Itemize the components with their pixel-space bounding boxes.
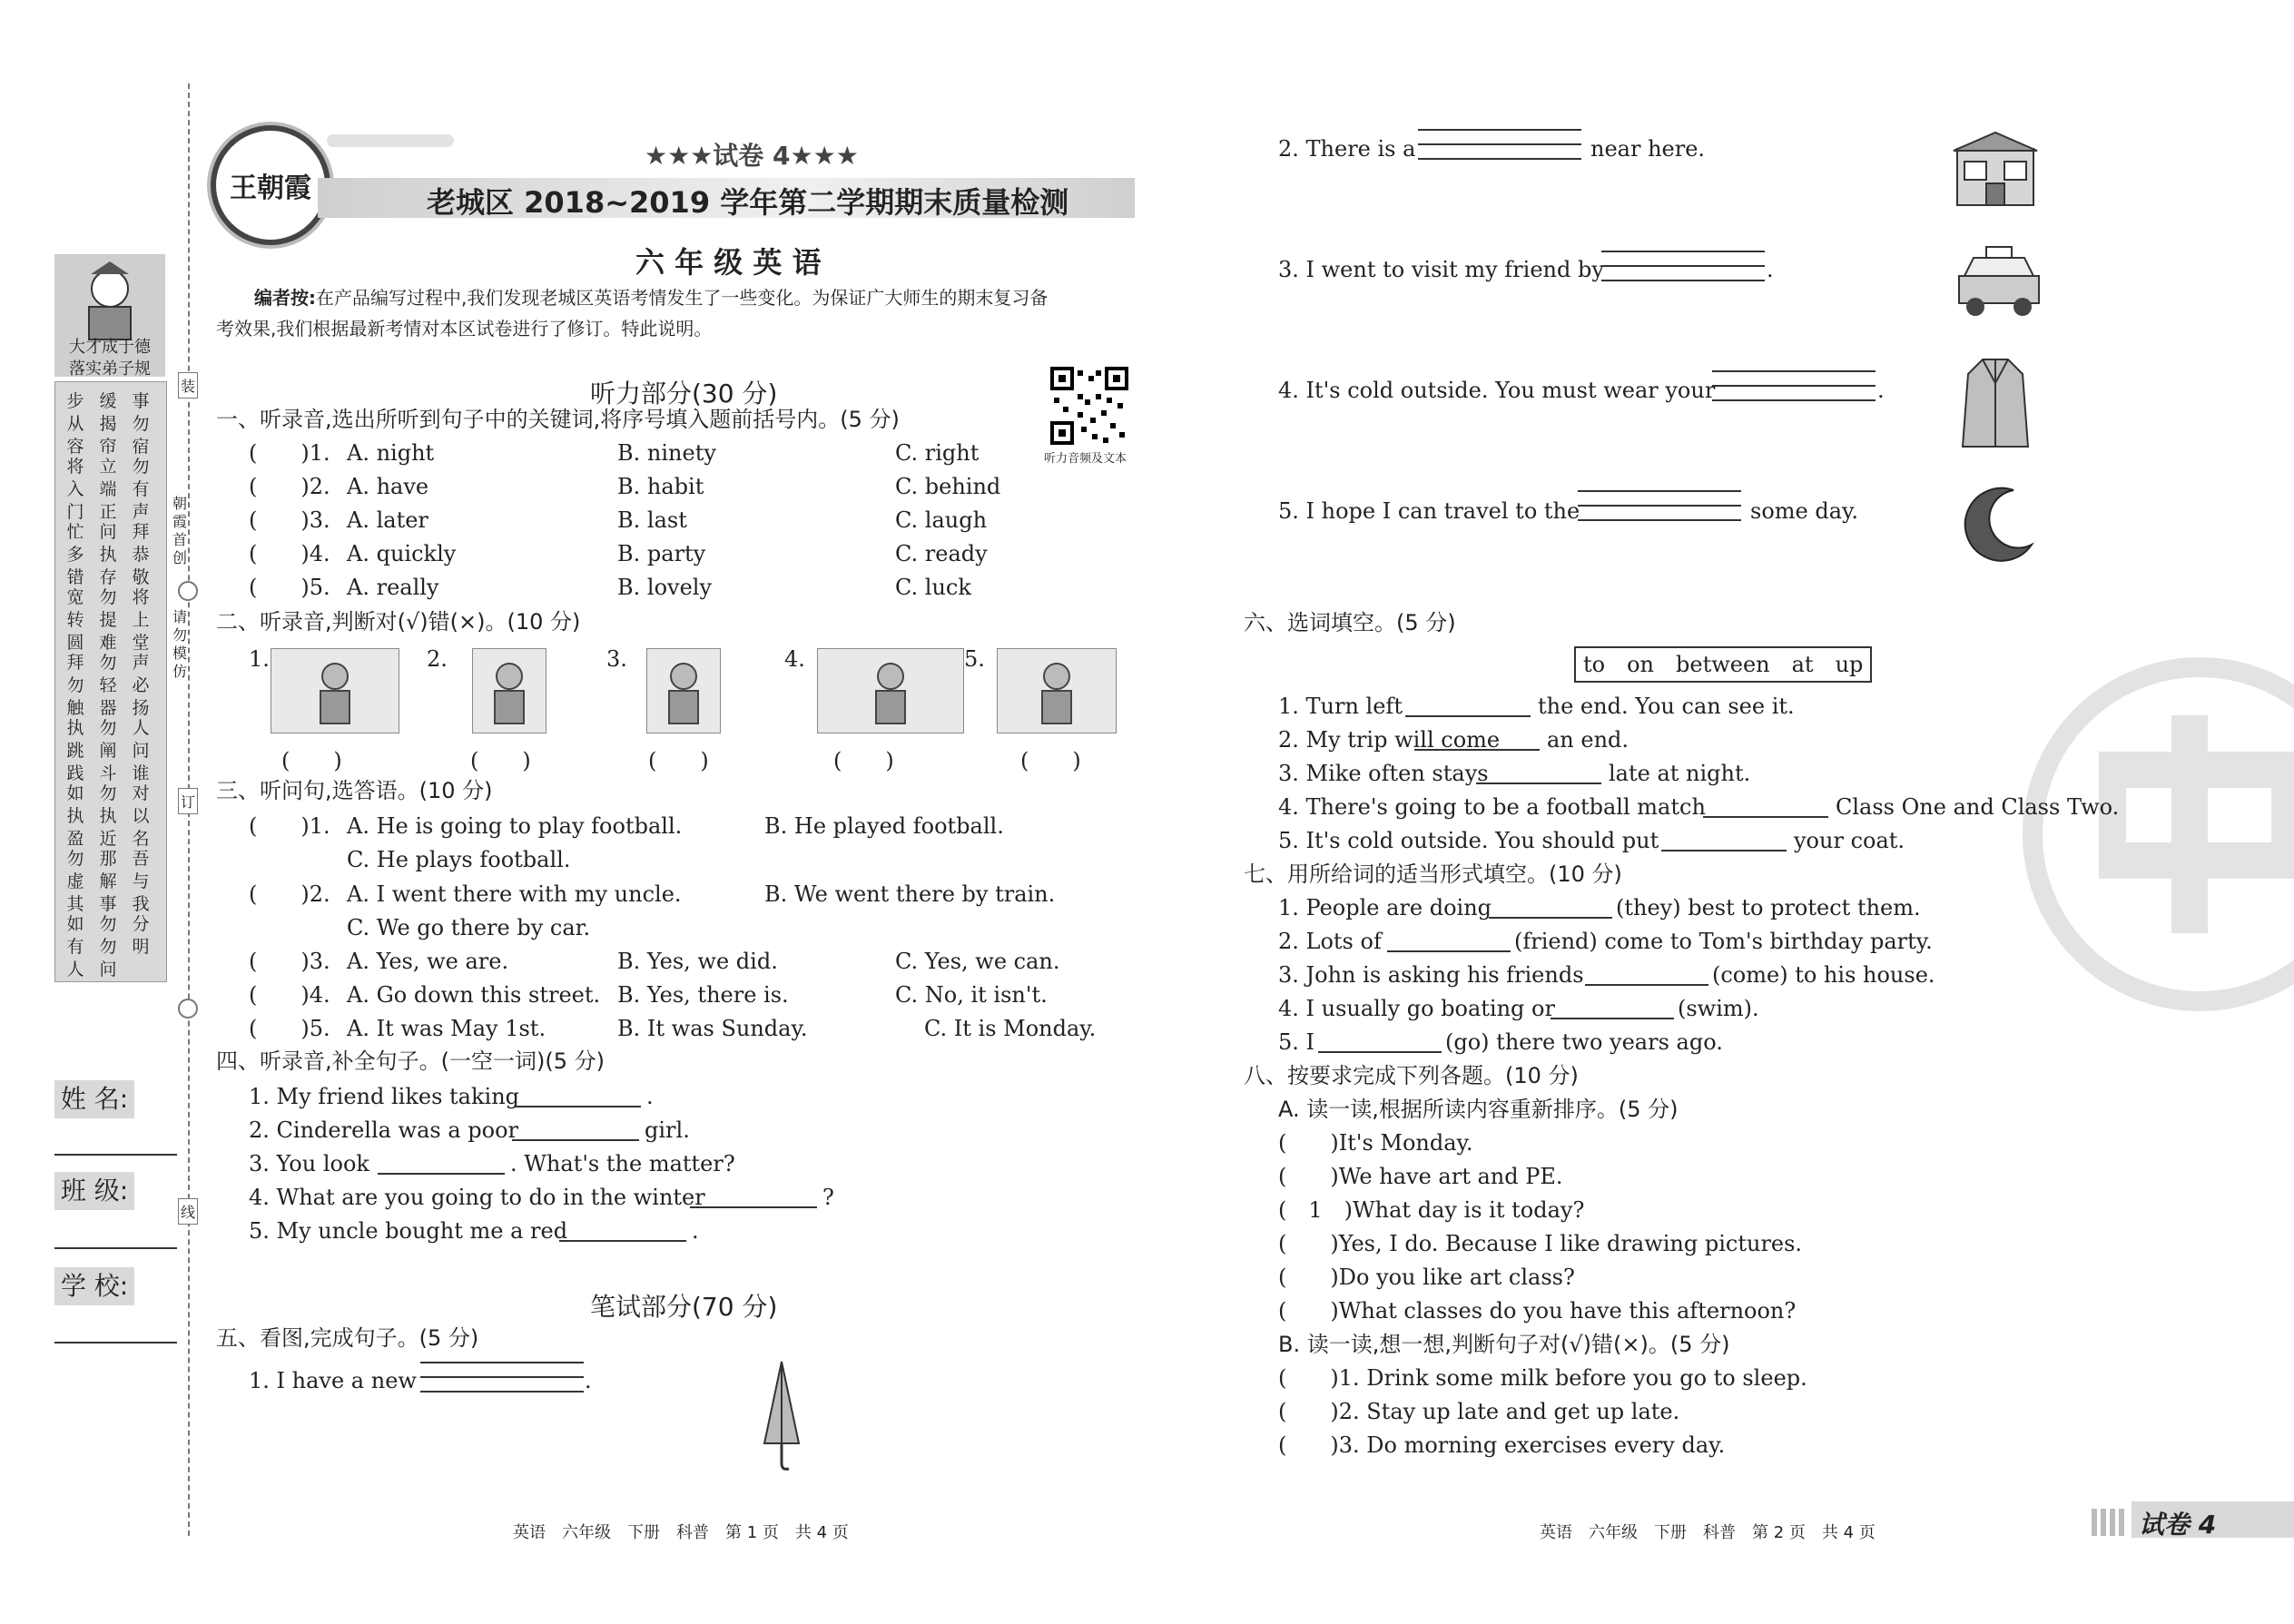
verse-column: 那解事 [99,849,117,914]
margin-mark-3: 线 [178,1198,198,1225]
s4-item-text: 3. You look [249,1151,369,1176]
s4-item-tail: ? [822,1185,834,1210]
section-8-title: 八、按要求完成下列各题。(10 分) [1244,1063,1579,1088]
s8a-item[interactable]: ( )It's Monday. [1278,1130,1473,1156]
s7-blank[interactable] [1585,984,1708,986]
s1-option-b: B. last [617,507,687,533]
s6-blank[interactable] [1661,850,1787,851]
s7-item-tail: (they) best to protect them. [1616,895,1921,920]
sidebar-verse-columns [62,390,162,980]
s3-q4-c: C. No, it isn't. [895,982,1048,1008]
s5-item-4-blank[interactable] [1712,370,1876,414]
s2-picture [646,648,721,733]
s5-item-5-post: some day. [1750,498,1859,524]
s2-answer-paren[interactable]: ( ) [470,748,531,773]
s3-q4-b: B. Yes, there is. [617,982,789,1008]
s3-q4-num: ( )4. [249,982,330,1008]
s1-option-a: A. really [347,575,439,600]
s7-blank[interactable] [1318,1051,1442,1053]
s3-q5-a: A. It was May 1st. [347,1016,546,1041]
s1-item-num[interactable]: ( )2. [249,474,330,499]
s8a-item[interactable]: ( )We have art and PE. [1278,1164,1563,1189]
s4-item-tail: . What's the matter? [510,1151,735,1176]
ribbon-decoration [327,134,454,147]
section-8a-title: A. 读一读,根据所读内容重新排序。(5 分) [1278,1097,1679,1122]
margin-circle-2 [178,999,198,1019]
s7-item-tail: (come) to his house. [1712,962,1935,988]
verse-column: 将入门 [66,457,84,522]
s4-item-text: 4. What are you going to do in the winter [249,1185,705,1210]
s1-option-a: A. have [347,474,429,499]
s5-item-2-post: near here. [1590,136,1706,162]
s3-q4-a: A. Go down this street. [347,982,601,1008]
shop-picture [1952,131,2039,212]
section-2-title: 二、听录音,判断对(√)错(×)。(10 分) [216,609,581,635]
s3-q3-num: ( )3. [249,949,330,974]
verse-column: 勿提难 [99,587,117,653]
s5-item-5-pre: 5. I hope I can travel to the [1278,498,1580,524]
s7-item-tail: (go) there two years ago. [1445,1029,1723,1055]
s1-item-num[interactable]: ( )1. [249,440,330,466]
s1-option-c: C. right [895,440,980,466]
verse-column: 步从容 [66,391,84,457]
verse-column: 拜勿触 [66,653,84,718]
s5-item-3-pre: 3. I went to visit my friend by [1278,257,1604,282]
s3-q2-num: ( )2. [249,881,330,907]
s5-item-3-blank[interactable] [1601,251,1765,294]
s4-blank[interactable] [378,1173,505,1175]
s2-item-number: 3. [606,646,627,672]
s2-answer-paren[interactable]: ( ) [833,748,894,773]
verse-column: 勿勿问 [99,914,117,979]
name-label: 姓 名: [54,1080,134,1118]
s1-option-a: A. quickly [347,541,457,566]
s7-blank[interactable] [1387,950,1511,952]
s6-item-tail: the end. You can see it. [1538,694,1795,719]
moon-picture [1961,487,2035,566]
s4-blank[interactable] [514,1106,641,1107]
s1-option-a: A. later [347,507,428,533]
editor-note-line-1 [254,283,1048,310]
section-8b-title: B. 读一读,想一想,判断句子对(√)错(×)。(5 分) [1278,1332,1730,1357]
s8a-item[interactable]: ( 1 )What day is it today? [1278,1197,1585,1223]
class-label: 班 级: [54,1172,134,1210]
s3-q1-a: A. He is going to play football. [347,813,683,839]
listening-title: 听力部分(30 分) [590,379,778,408]
publisher-logo [211,125,330,245]
s3-q2-c: C. We go there by car. [347,915,591,940]
s1-item-num[interactable]: ( )4. [249,541,330,566]
s8a-item[interactable]: ( )What classes do you have this afternoon? [1278,1298,1797,1324]
vertical-note-1: 朝霞首创 [172,495,188,566]
s6-item-tail: Class One and Class Two. [1836,794,2120,820]
editor-note-text-1: 在产品编写过程中,我们发现老城区英语考情发生了一些变化。为保证广大师生的期末复习备 [316,287,1049,309]
s6-blank[interactable] [1476,782,1601,784]
s3-q1-num: ( )1. [249,813,330,839]
s6-item-text: 3. Mike often stays [1278,761,1489,786]
paper-label: ★★★试卷 4★★★ [645,141,859,171]
s2-answer-paren[interactable]: ( ) [281,748,342,773]
s5-item-1 [249,1370,417,1392]
s3-q5-b: B. It was Sunday. [617,1016,808,1041]
verse-column: 人问谁 [132,718,150,783]
s7-item-text: 5. I [1278,1029,1315,1055]
exam-title: 老城区 2018~2019 学年第二学期期末质量检测 [427,185,1069,220]
taxi-picture [1954,245,2044,325]
verse-column: 将上堂 [132,587,150,653]
s2-answer-paren[interactable]: ( ) [1020,748,1081,773]
s7-item-text: 1. People are doing [1278,895,1492,920]
verse-column: 事勿宿 [132,391,150,457]
section-7-title: 七、用所给词的适当形式填空。(10 分) [1244,861,1622,887]
s3-q1-b: B. He played football. [764,813,1004,839]
motto-line-2: 落实弟子规 [69,359,151,379]
s4-blank[interactable] [690,1206,817,1208]
verse-column: 勿轻器 [99,653,117,718]
s6-item-tail: late at night. [1609,761,1751,786]
umbrella-picture [759,1358,804,1476]
written-title: 笔试部分(70 分) [590,1292,778,1322]
s6-item-text: 4. There's going to be a football match [1278,794,1706,820]
s8b-item[interactable]: ( )1. Drink some milk before you go to sleep. [1278,1365,1807,1391]
footer-right: 英语 六年级 下册 科普 第 2 页 共 4 页 [1540,1523,1876,1542]
s1-option-c: C. luck [895,575,971,600]
s4-item-text: 1. My friend likes taking [249,1084,520,1109]
verse-column: 宽转圆 [66,587,84,653]
s5-item-2-blank[interactable] [1418,129,1581,172]
s5-item-5-blank[interactable] [1578,490,1741,534]
s8b-item[interactable]: ( )2. Stay up late and get up late. [1278,1399,1680,1424]
verse-column: 立端正 [99,457,117,522]
s2-item-number: 5. [964,646,985,672]
editor-note-label: 编者按: [254,287,316,309]
s8a-item[interactable]: ( )Yes, I do. Because I like drawing pictures. [1278,1231,1803,1256]
verse-column: 忙多错 [66,522,84,587]
section-5-title: 五、看图,完成句子。(5 分) [216,1325,479,1351]
footer-left: 英语 六年级 下册 科普 第 1 页 共 4 页 [513,1523,849,1542]
s2-answer-paren[interactable]: ( ) [648,748,709,773]
s1-option-a: A. night [347,440,435,466]
s5-item-4-pre: 4. It's cold outside. You must wear your [1278,378,1716,403]
footer-badge-pattern [2092,1509,2128,1536]
s4-item-tail: girl. [645,1117,690,1143]
s2-item-number: 2. [427,646,448,672]
s7-item-text: 2. Lots of [1278,929,1382,954]
s6-item-text: 5. It's cold outside. You should put [1278,828,1659,853]
verse-column: 勿虚其 [66,849,84,914]
s1-option-b: B. party [617,541,706,566]
verse-column: 勿有声 [132,457,150,522]
coat-picture [1961,356,2030,456]
s4-item-tail: . [692,1218,699,1244]
class-line [54,1247,177,1249]
s6-item-tail: an end. [1547,727,1629,753]
s5-item-1-post: . [585,1368,592,1393]
school-line [54,1342,177,1343]
word-box: to on between at up [1574,646,1872,683]
vertical-note-2: 请勿模仿 [172,608,188,680]
logo-text: 王朝霞 [230,172,311,204]
s5-item-1-pre: 1. I have a new [249,1368,417,1393]
s1-option-c: C. behind [895,474,1001,499]
s2-picture [817,648,964,733]
verse-column: 执跳践 [66,718,84,783]
s7-item-text: 3. John is asking his friends [1278,962,1584,988]
s2-picture [472,648,546,733]
s3-q3-c: C. Yes, we can. [895,949,1060,974]
s3-q2-b: B. We went there by train. [764,881,1056,907]
verse-column: 问执存 [99,522,117,587]
margin-mark-1: 装 [178,372,198,399]
qr-caption: 听力音频及文本 [1044,452,1127,466]
s1-option-b: B. ninety [617,440,716,466]
s3-q5-num: ( )5. [249,1016,330,1041]
s7-blank[interactable] [1489,917,1612,919]
s5-item-1-blank[interactable] [420,1362,584,1405]
qr-code [1050,367,1128,445]
s7-item-text: 4. I usually go boating or [1278,996,1555,1021]
s6-blank[interactable] [1414,749,1540,751]
section-4-title: 四、听录音,补全句子。(一空一词)(5 分) [216,1048,605,1074]
subject-title: 六 年 级 英 语 [635,245,822,280]
s3-q1-c: C. He plays football. [347,847,571,872]
s3-q3-a: A. Yes, we are. [347,949,509,974]
s1-item-num[interactable]: ( )5. [249,575,330,600]
section-3-title: 三、听问句,选答语。(10 分) [216,778,493,803]
s3-q5-c: C. It is Monday. [924,1016,1097,1041]
motto-line-1: 大才成于德 [69,338,151,357]
s4-blank[interactable] [559,1240,686,1242]
s7-item-tail: (swim). [1678,996,1759,1021]
s1-option-c: C. laugh [895,507,988,533]
s8a-item[interactable]: ( )Do you like art class? [1278,1265,1575,1290]
margin-circle-1 [178,581,198,601]
s6-blank[interactable] [1703,816,1828,818]
margin-mark-2: 订 [178,788,198,814]
s5-item-4-post: . [1877,378,1885,403]
verse-column: 分明 [132,914,150,957]
watermark-stamp [2023,657,2294,1011]
s4-item-text: 2. Cinderella was a poor [249,1117,519,1143]
verse-column: 吾与我 [132,849,150,914]
s6-item-tail: your coat. [1794,828,1905,853]
s5-item-3-post: . [1767,257,1774,282]
s1-item-num[interactable]: ( )3. [249,507,330,533]
verse-column: 勿执近 [99,783,117,849]
verse-column: 对以名 [132,783,150,849]
s6-item-text: 1. Turn left [1278,694,1403,719]
s2-item-number: 4. [784,646,805,672]
s3-q2-a: A. I went there with my uncle. [347,881,682,907]
s3-q3-b: B. Yes, we did. [617,949,778,974]
s1-option-c: C. ready [895,541,988,566]
s4-blank[interactable] [512,1139,639,1141]
verse-column: 声必扬 [132,653,150,718]
name-line [54,1154,177,1156]
verse-column: 勿阐斗 [99,718,117,783]
s6-item-text: 2. My trip will come [1278,727,1501,753]
verse-column: 如有人 [66,914,84,979]
footer-badge: 试卷 4 [2139,1510,2217,1540]
school-label: 学 校: [54,1267,134,1305]
s8b-item[interactable]: ( )3. Do morning exercises every day. [1278,1432,1726,1458]
section-6-title: 六、选词填空。(5 分) [1244,610,1456,635]
s5-item-2-pre: 2. There is a [1278,136,1416,162]
s7-blank[interactable] [1551,1018,1674,1019]
verse-column: 缓揭帘 [99,391,117,457]
verse-column: 拜恭敬 [132,522,150,587]
s1-option-b: B. habit [617,474,704,499]
verse-column: 如执盈 [66,783,84,849]
s2-picture [271,648,399,733]
s4-item-text: 5. My uncle bought me a red [249,1218,568,1244]
editor-note-line-2: 考效果,我们根据最新考情对本区试卷进行了修订。特此说明。 [216,318,713,340]
s7-item-tail: (friend) come to Tom's birthday party. [1514,929,1933,954]
s6-blank[interactable] [1405,715,1531,717]
s4-item-tail: . [646,1084,654,1109]
s2-picture [997,648,1117,733]
section-1-title: 一、听录音,选出所听到句子中的关键词,将序号填入题前括号内。(5 分) [216,407,900,432]
s1-option-b: B. lovely [617,575,713,600]
s2-item-number: 1. [249,646,270,672]
